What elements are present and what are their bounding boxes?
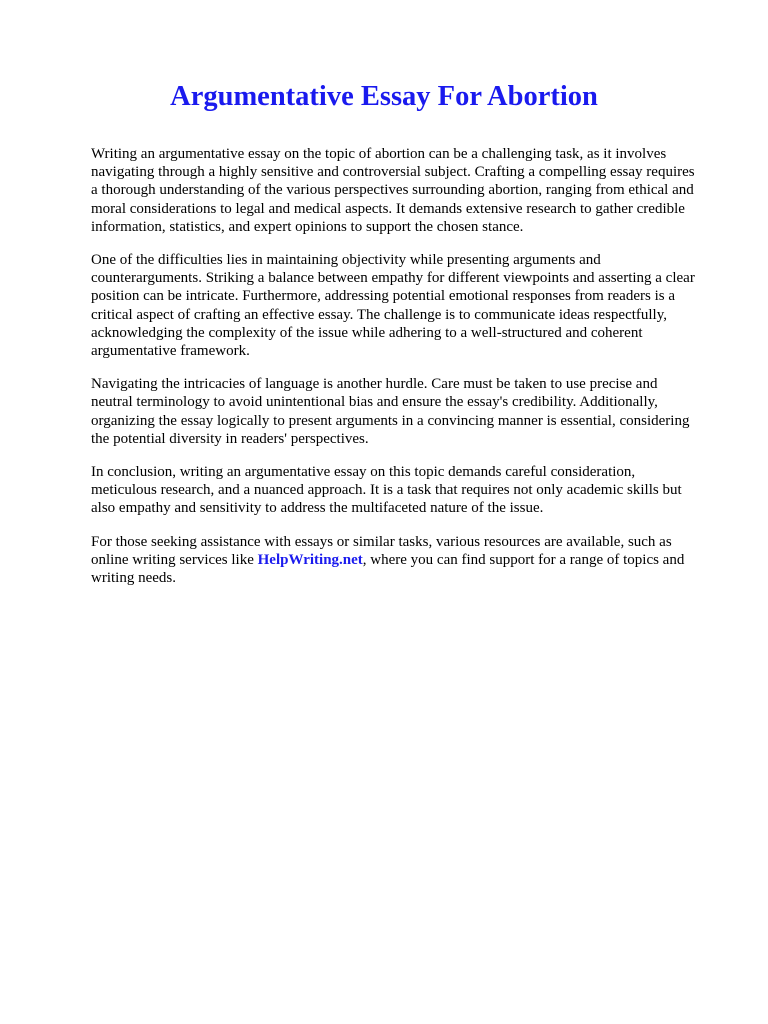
line-text: , where you can find support for a range of topics and xyxy=(362,551,685,568)
paragraph-line: navigating through a highly sensitive and controversial subject. Crafting a compelling essay requires xyxy=(91,164,695,181)
paragraph-line: also empathy and sensitivity to address the multifaceted nature of the issue. xyxy=(91,500,544,517)
paragraph-line: the potential diversity in readers' perspectives. xyxy=(91,430,369,447)
paragraph-line: moral considerations to legal and medical aspects. It demands extensive research to gather credible xyxy=(91,200,685,217)
paragraph-line: acknowledging the complexity of the issue while adhering to a well-structured and coherent xyxy=(91,324,643,341)
paragraph-line: position can be intricate. Furthermore, addressing potential emotional responses from readers is a xyxy=(91,288,675,305)
paragraph-line xyxy=(91,551,731,569)
paragraph-line: counterarguments. Striking a balance between empathy for different viewpoints and asserting a clear xyxy=(91,270,695,287)
paragraph-line: organizing the essay logically to present arguments in a convincing manner is essential, considering xyxy=(91,412,690,429)
paragraph-line: critical aspect of crafting an effective essay. The challenge is to communicate ideas respectfully, xyxy=(91,306,667,323)
paragraph-line: information, statistics, and expert opinions to support the chosen stance. xyxy=(91,218,524,235)
paragraph-line: In conclusion, writing an argumentative essay on this topic demands careful consideration, xyxy=(91,464,636,481)
essay-paragraph xyxy=(91,145,731,236)
paragraph-line: For those seeking assistance with essays or similar tasks, various resources are available, such as xyxy=(91,533,672,550)
line-text: online writing services like xyxy=(91,551,258,568)
essay-paragraph xyxy=(91,463,731,518)
paragraph-line: writing needs. xyxy=(91,570,176,587)
paragraph-list xyxy=(91,145,731,518)
page-title: Argumentative Essay For Abortion xyxy=(170,81,598,112)
essay-paragraph xyxy=(91,375,731,448)
paragraph-line: meticulous research, and a nuanced approach. It is a task that requires not only academic skills but xyxy=(91,482,682,499)
paragraph-line: Writing an argumentative essay on the topic of abortion can be a challenging task, as it involves xyxy=(91,146,667,162)
helpwriting-link[interactable]: HelpWriting.net xyxy=(257,551,363,568)
essay-paragraph xyxy=(91,251,731,360)
paragraph-line: argumentative framework. xyxy=(91,343,250,360)
final-paragraph xyxy=(91,533,731,588)
essay-body xyxy=(91,145,731,602)
paragraph-line: neutral terminology to avoid unintentional bias and ensure the essay's credibility. Additionally, xyxy=(91,394,658,411)
paragraph-line: One of the difficulties lies in maintaining objectivity while presenting arguments and xyxy=(91,252,601,269)
paragraph-line: Navigating the intricacies of language is another hurdle. Care must be taken to use precise and xyxy=(91,376,658,393)
paragraph-line: a thorough understanding of the various perspectives surrounding abortion, ranging from ethical and xyxy=(91,182,694,199)
